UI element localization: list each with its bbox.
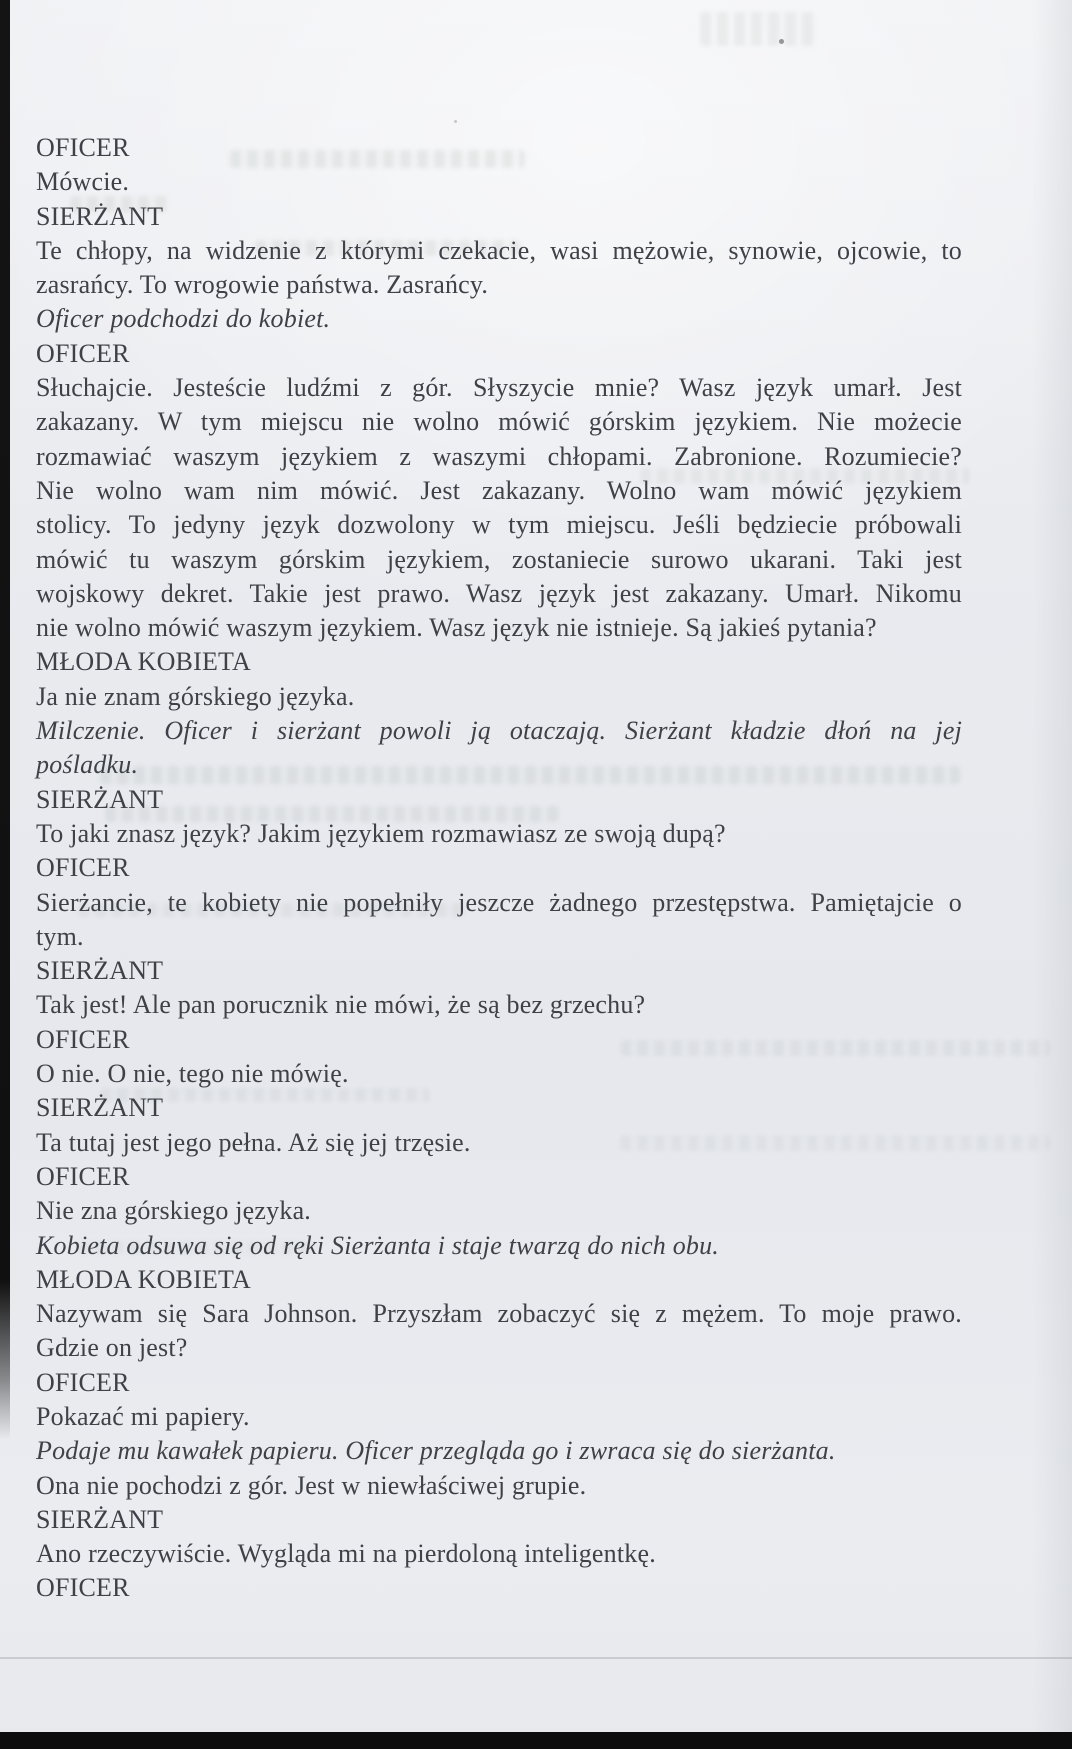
- script-line-dialogue: wojskowy dekret. Takie jest prawo. Wasz język jest zakazany. Umarł. Nikomu: [36, 578, 962, 608]
- script-line-dialogue: Sierżancie, te kobiety nie popełniły jeszcze żadnego przestępstwa. Pamiętajcie o: [36, 887, 962, 917]
- script-line-dialogue: Tak jest! Ale pan porucznik nie mówi, że są bez grzechu?: [36, 990, 646, 1020]
- script-line-dialogue: Nazywam się Sara Johnson. Przyszłam zobaczyć się z mężem. To moje prawo.: [36, 1299, 962, 1329]
- script-line-stage-direction: Podaje mu kawałek papieru. Oficer przegląda go i zwraca się do sierżanta.: [36, 1436, 836, 1466]
- script-line-stage-direction: pośladku.: [36, 750, 139, 780]
- script-line-speaker: SIERŻANT: [36, 1093, 164, 1123]
- script-line-dialogue: Ano rzeczywiście. Wygląda mi na pierdoloną inteligentkę.: [36, 1539, 656, 1569]
- script-line-speaker: SIERŻANT: [36, 201, 164, 231]
- scan-artifact-line: [0, 1657, 1072, 1659]
- script-line-speaker: OFICER: [36, 338, 130, 368]
- script-line-speaker: SIERŻANT: [36, 784, 164, 814]
- script-line-dialogue: stolicy. To jedyny język dozwolony w tym miejscu. Jeśli będziecie próbowali: [36, 510, 962, 540]
- page-right-shading: [1032, 0, 1072, 1749]
- script-line-dialogue: tym.: [36, 921, 84, 951]
- script-line-speaker: OFICER: [36, 1573, 130, 1603]
- script-line-dialogue: mówić tu waszym górskim językiem, zostaniecie surowo ukarani. Taki jest: [36, 544, 962, 574]
- scan-edge-left: [0, 0, 10, 1440]
- bleed-through-smudge: [700, 12, 815, 46]
- script-line-dialogue: zakazany. W tym miejscu nie wolno mówić górskim językiem. Nie możecie: [36, 407, 962, 437]
- script-line-speaker: SIERŻANT: [36, 956, 164, 986]
- script-line-dialogue: zasrańcy. To wrogowie państwa. Zasrańcy.: [36, 270, 489, 300]
- script-line-dialogue: Ta tutaj jest jego pełna. Aż się jej trzęsie.: [36, 1127, 471, 1157]
- script-line-dialogue: Pokazać mi papiery.: [36, 1401, 250, 1431]
- script-line-stage-direction: Kobieta odsuwa się od ręki Sierżanta i staje twarzą do nich obu.: [36, 1230, 720, 1260]
- script-line-dialogue: Gdzie on jest?: [36, 1333, 188, 1363]
- scan-speck: [454, 120, 457, 123]
- script-line-speaker: MŁODA KOBIETA: [36, 1264, 252, 1294]
- script-line-speaker: OFICER: [36, 1161, 130, 1191]
- script-line-stage-direction: Oficer podchodzi do kobiet.: [36, 304, 331, 334]
- script-line-speaker: MŁODA KOBIETA: [36, 647, 252, 677]
- script-line-dialogue: Słuchajcie. Jesteście ludźmi z gór. Słyszycie mnie? Wasz język umarł. Jest: [36, 373, 962, 403]
- script-line-dialogue: To jaki znasz język? Jakim językiem rozmawiasz ze swoją dupą?: [36, 818, 726, 848]
- script-line-dialogue: Nie wolno wam nim mówić. Jest zakazany. Wolno wam mówić językiem: [36, 475, 962, 505]
- script-line-dialogue: O nie. O nie, tego nie mówię.: [36, 1059, 349, 1089]
- script-text-column: [36, 131, 962, 1606]
- scan-speck: [779, 39, 784, 44]
- script-line-dialogue: Ona nie pochodzi z gór. Jest w niewłaściwej grupie.: [36, 1470, 587, 1500]
- script-line-speaker: OFICER: [36, 853, 130, 883]
- script-line-dialogue: Ja nie znam górskiego języka.: [36, 681, 355, 711]
- script-line-speaker: SIERŻANT: [36, 1504, 164, 1534]
- script-line-speaker: OFICER: [36, 1367, 130, 1397]
- script-line-speaker: OFICER: [36, 1024, 130, 1054]
- script-line-stage-direction: Milczenie. Oficer i sierżant powoli ją otaczają. Sierżant kładzie dłoń na jej: [36, 716, 962, 746]
- script-line-speaker: OFICER: [36, 133, 130, 162]
- script-line-dialogue: rozmawiać waszym językiem z waszymi chłopami. Zabronione. Rozumiecie?: [36, 441, 962, 471]
- script-line-dialogue: Te chłopy, na widzenie z którymi czekacie, wasi mężowie, synowie, ojcowie, to: [36, 235, 962, 265]
- script-line-dialogue: nie wolno mówić waszym językiem. Wasz język nie istnieje. Są jakieś pytania?: [36, 613, 877, 643]
- scan-edge-bottom: [0, 1732, 1072, 1749]
- script-line-dialogue: Mówcie.: [36, 167, 130, 197]
- script-line-dialogue: Nie zna górskiego języka.: [36, 1196, 312, 1226]
